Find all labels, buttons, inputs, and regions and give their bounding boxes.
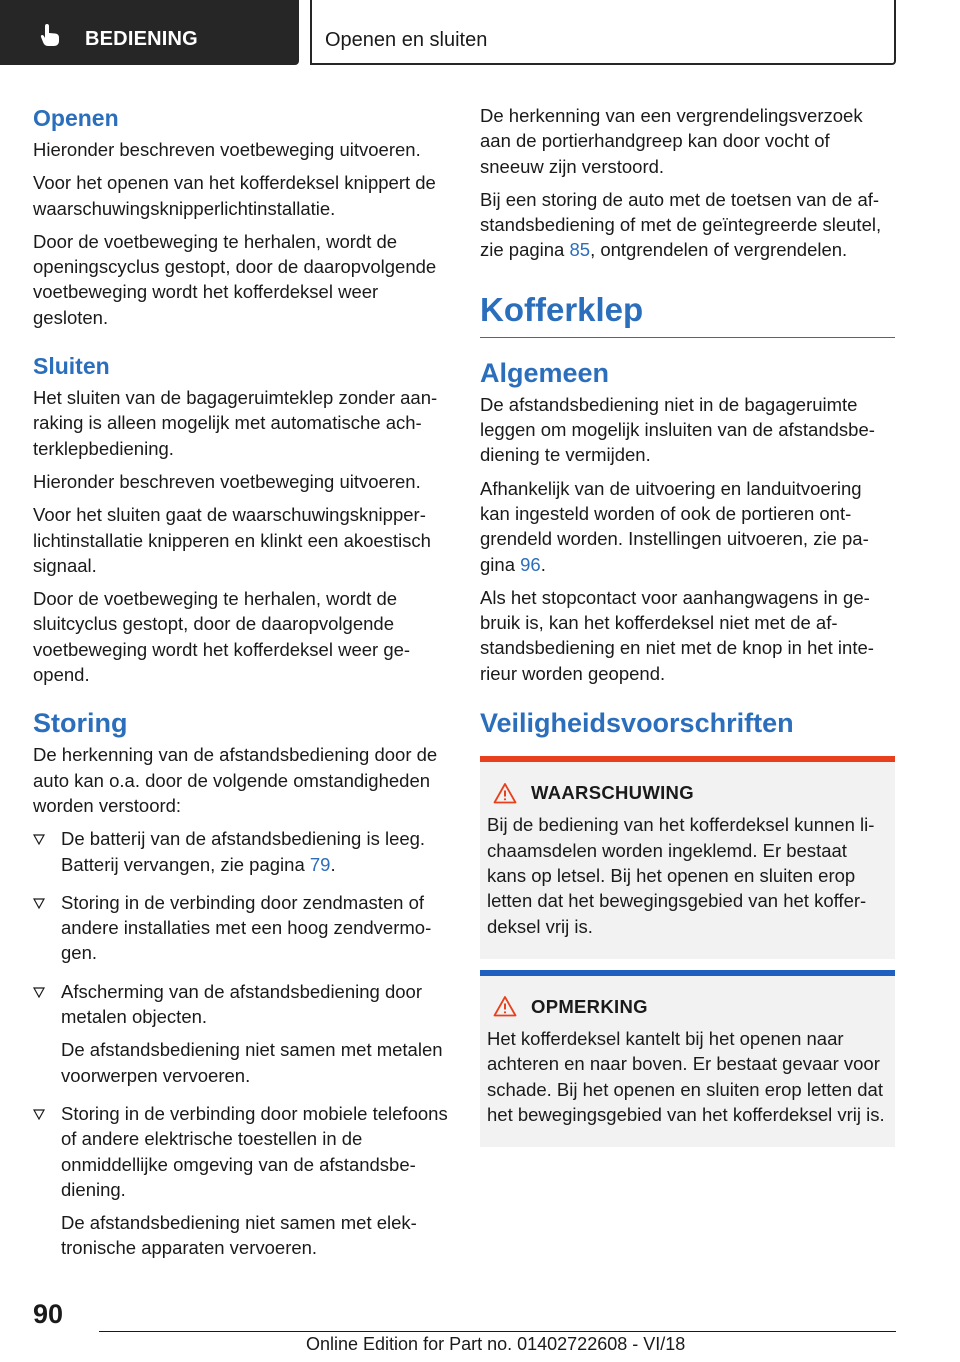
heading-algemeen: Algemeen [480, 357, 610, 388]
paragraph: Hieronder beschreven voetbeweging uitvoeren. [33, 139, 421, 160]
paragraph: Voor het openen van het kofferdeksel knippert de waarschuwingsknipperlichtinstallatie. [33, 172, 436, 219]
list-item: De batterij van de afstandsbediening is leeg. Batterij vervangen, zie pagina 79. [33, 826, 448, 877]
hand-pointer-icon [38, 22, 64, 48]
paragraph: Door de voetbeweging te herhalen, wordt de openingscyclus gestopt, door de daaropvolgende voetbeweging wordt het kofferdeksel weer gesloten. [33, 230, 437, 328]
paragraph: Het sluiten van de bagageruimteklep zonder aanraking is alleen mogelijk met automatische achterklepbediening. [33, 387, 438, 459]
section-tab [0, 0, 299, 65]
page-link-79[interactable]: 79 [309, 853, 331, 875]
note-bar [480, 970, 895, 976]
footer-divider [99, 1331, 896, 1332]
page-number: 90 [33, 1299, 64, 1329]
list-item: Storing in de verbinding door mobiele telefoons of andere elektrische toestellen in de onmiddellijke omgeving van de afstandsbediening. De afstandsbediening niet samen met elektronische apparaten vervoeren. [33, 1101, 448, 1261]
list-item: Storing in de verbinding door zendmasten of andere installaties met een hoog zendvermogen. [33, 890, 448, 966]
paragraph: Hieronder beschreven voetbeweging uitvoeren. [33, 470, 421, 492]
bullet-list [33, 826, 448, 1260]
heading-sluiten: Sluiten [33, 353, 110, 380]
warning-label: WAARSCHUWING [531, 782, 694, 804]
heading-veiligheidsvoorschriften: Veiligheidsvoorschriften [480, 708, 794, 739]
paragraph: De herkenning van de afstandsbediening door de auto kan o.a. door de volgende omstandigheden worden verstoord: [33, 744, 438, 816]
page-link-85[interactable]: 85 [569, 239, 591, 261]
paragraph: De afstandsbediening niet in de bagageruimte leggen om mogelijk insluiten van de afstandsbediening te vermijden. [480, 393, 875, 466]
header-divider [310, 0, 312, 65]
page-link-96[interactable]: 96 [520, 553, 541, 575]
heading-storing: Storing [33, 708, 128, 739]
heading-kofferklep: Kofferklep [480, 289, 895, 338]
warning-triangle-icon [493, 995, 517, 1017]
paragraph: Door de voetbeweging te herhalen, wordt de sluitcyclus gestopt, door de daaropvolgende voetbeweging wordt het kofferdeksel weer geopend. [33, 588, 411, 686]
paragraph: Als het stopcontact voor aanhangwagens in gebruik is, kan het kofferdeksel niet met de afstandsbediening en niet met de knop in het interieur worden geopend. [480, 586, 874, 684]
note-label: OPMERKING [531, 995, 648, 1017]
triangle-bullet-icon [33, 834, 45, 845]
warning-bar [480, 756, 895, 762]
triangle-bullet-icon [33, 898, 45, 909]
warning-box [480, 756, 895, 959]
page-title: Openen en sluiten [325, 29, 488, 51]
note-box [480, 970, 895, 1147]
list-item: Afscherming van de afstandsbediening door metalen objecten. De afstandsbediening niet samen met metalen voorwerpen vervoeren. [33, 979, 448, 1088]
triangle-bullet-icon [33, 987, 45, 998]
left-column [33, 103, 448, 1261]
paragraph: Afhankelijk van de uitvoering en landuitvoering kan ingesteld worden of ook de portieren ontgrendeld worden. Instellingen uitvoeren, zie pagina 96. [480, 477, 869, 575]
triangle-bullet-icon [33, 1109, 45, 1120]
right-column [480, 103, 895, 1147]
note-text: Het kofferdeksel kantelt bij het openen naar achteren en naar boven. Er bestaat gevaar voor schade. Bij het openen en sluiten erop letten dat het bewegingsgebied van het kofferdeksel vrij is. [487, 1028, 885, 1126]
paragraph: Bij een storing de auto met de toetsen van de afstandsbediening of met de geïntegreerde sleutel, zie pagina 85, ontgrendelen of vergrendelen. [480, 188, 882, 261]
footer-edition: Online Edition for Part no. 01402722608 - VI/18 [306, 1334, 686, 1354]
paragraph: Voor het sluiten gaat de waarschuwingsknipperlichtinstallatie knipperen en klinkt een akoestisch signaal. [33, 504, 431, 576]
warning-text: Bij de bediening van het kofferdeksel kunnen lichaamsdelen worden ingeklemd. Er bestaat kans op letsel. Bij het openen en sluiten erop letten dat het bewegingsgebied van het kofferdeksel vrij is. [487, 814, 875, 937]
paragraph: De herkenning van een vergrendelingsverzoek aan de portierhandgreep kan door vocht of sneeuw zijn verstoord. [480, 105, 863, 177]
section-label: BEDIENING [85, 28, 198, 50]
heading-openen: Openen [33, 105, 119, 131]
warning-triangle-icon [493, 782, 517, 804]
